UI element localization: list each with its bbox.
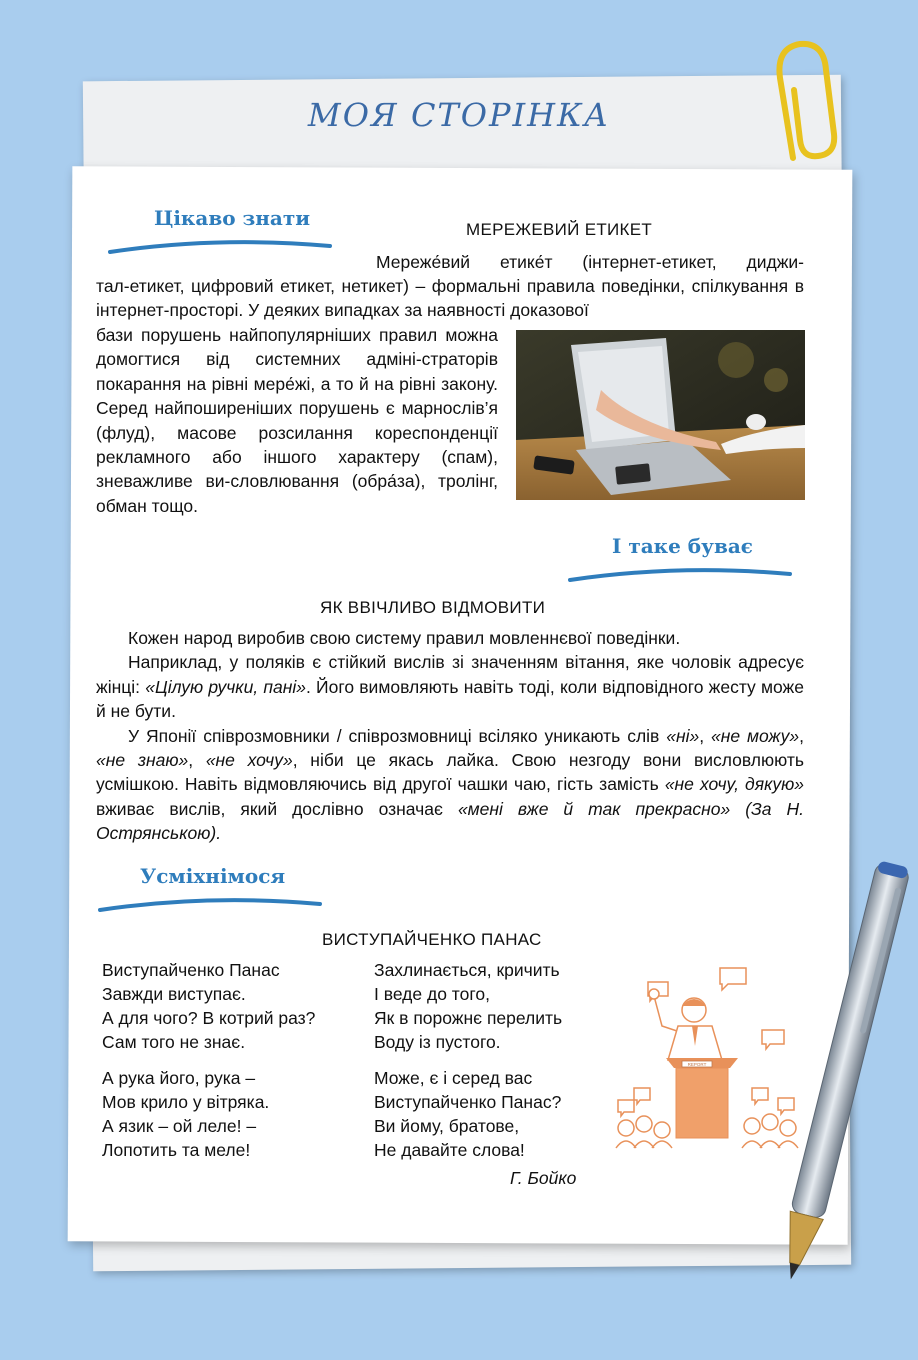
section-label-interesting: Цікаво знати: [154, 206, 311, 230]
handshake-photo: [516, 330, 805, 500]
stanza: [374, 958, 562, 1054]
poem-line: Воду із пустого.: [374, 1032, 501, 1052]
poem-line: А язик – ой леле! –: [102, 1116, 257, 1136]
etiquette-wrap-text: бази порушень найпопулярніших правил можна домогтися від системних адміні-страторів покарання на рівні мере́жі, а то й на рівні закону. Серед найпоширеніших порушень є марнослів’я (флуд), масове розсилання кореспонденції рекламного або іншого характеру (спам), зневажливе ви-словлювання (обра́за), тролінг, обман тощо.: [96, 325, 498, 516]
poem-line: Може, є і серед вас: [374, 1068, 533, 1088]
poem-line: Виступайченко Панас?: [374, 1092, 562, 1112]
politeness-text: [96, 626, 804, 846]
illustration-label: REPORT: [687, 1062, 707, 1067]
poem-line: Виступайченко Панас: [102, 960, 280, 980]
poem-line: Ви йому, братове,: [374, 1116, 520, 1136]
paragraph-1: Кожен народ виробив свою систему правил мовленнєвої поведінки.: [128, 628, 681, 648]
poem-line: Завжди виступає.: [102, 984, 246, 1004]
poem-line: Лопотить та меле!: [102, 1140, 251, 1160]
poem-line: Сам того не знає.: [102, 1032, 246, 1052]
poem-line: А рука його, рука –: [102, 1068, 256, 1088]
poem-line: Мов крило у вітряка.: [102, 1092, 270, 1112]
section-underline: [108, 232, 333, 256]
poem-line: Не давайте слова!: [374, 1140, 525, 1160]
stanza: [102, 958, 315, 1054]
heading-net-etiquette: МЕРЕЖЕВИЙ ЕТИКЕТ: [466, 220, 653, 239]
stanza: [102, 1066, 315, 1162]
paragraph-2: Наприклад, у поляків є стійкий вислів зі значенням вітання, яке чоловік адресує жінці: «Цілую ручки, пані». Його вимовляють навіть тоді, коли відповідного жесту може й не бути.: [96, 652, 804, 722]
paragraph-3: У Японії співрозмовники / співрозмовниці всіляко уникають слів «ні», «не можу», «не знаю», «не хочу», ніби це якась лайка. Свою незгоду вони висловлюють усмішкою. Навіть відмовляючись від другої чашки чаю, гість замість «не хочу, дякую» вживає вислів, який дослівно означає «мені вже й так прекрасно» (За Н. Острянською).: [96, 725, 805, 844]
page-title: МОЯ СТОРІНКА: [307, 96, 611, 134]
etiquette-intro-line: Мереже́вий етике́т (інтернет-етикет, диджи-: [376, 252, 804, 272]
poem-column-1: [102, 958, 315, 1174]
heading-poem-title: ВИСТУПАЙЧЕНКО ПАНАС: [322, 930, 542, 949]
poem-author: Г. Бойко: [510, 1168, 577, 1188]
poem-line: Як в порожнє перелить: [374, 1008, 563, 1028]
poem-line: А для чого? В котрий раз?: [102, 1008, 316, 1028]
poem-column-2: [374, 958, 562, 1174]
poem-line: Захлинається, кричить: [374, 960, 560, 980]
poem-line: І веде до того,: [374, 984, 490, 1004]
etiquette-full-lines: тал-етикет, цифровий етикет, нетикет) – формальні правила поведінки, спілкування в інтернет-просторі. У деяких випадках за наявності доказової: [96, 276, 804, 321]
heading-refuse-politely: ЯК ВВІЧЛИВО ВІДМОВИТИ: [320, 598, 546, 617]
section-underline: [568, 560, 793, 584]
pen-icon: [770, 840, 918, 1300]
section-label-smile: Усміхнімося: [140, 864, 286, 888]
paperclip-icon: [768, 38, 838, 168]
section-underline: [98, 890, 323, 914]
section-label-it-happens: І таке буває: [612, 534, 753, 558]
stanza: [374, 1066, 562, 1162]
